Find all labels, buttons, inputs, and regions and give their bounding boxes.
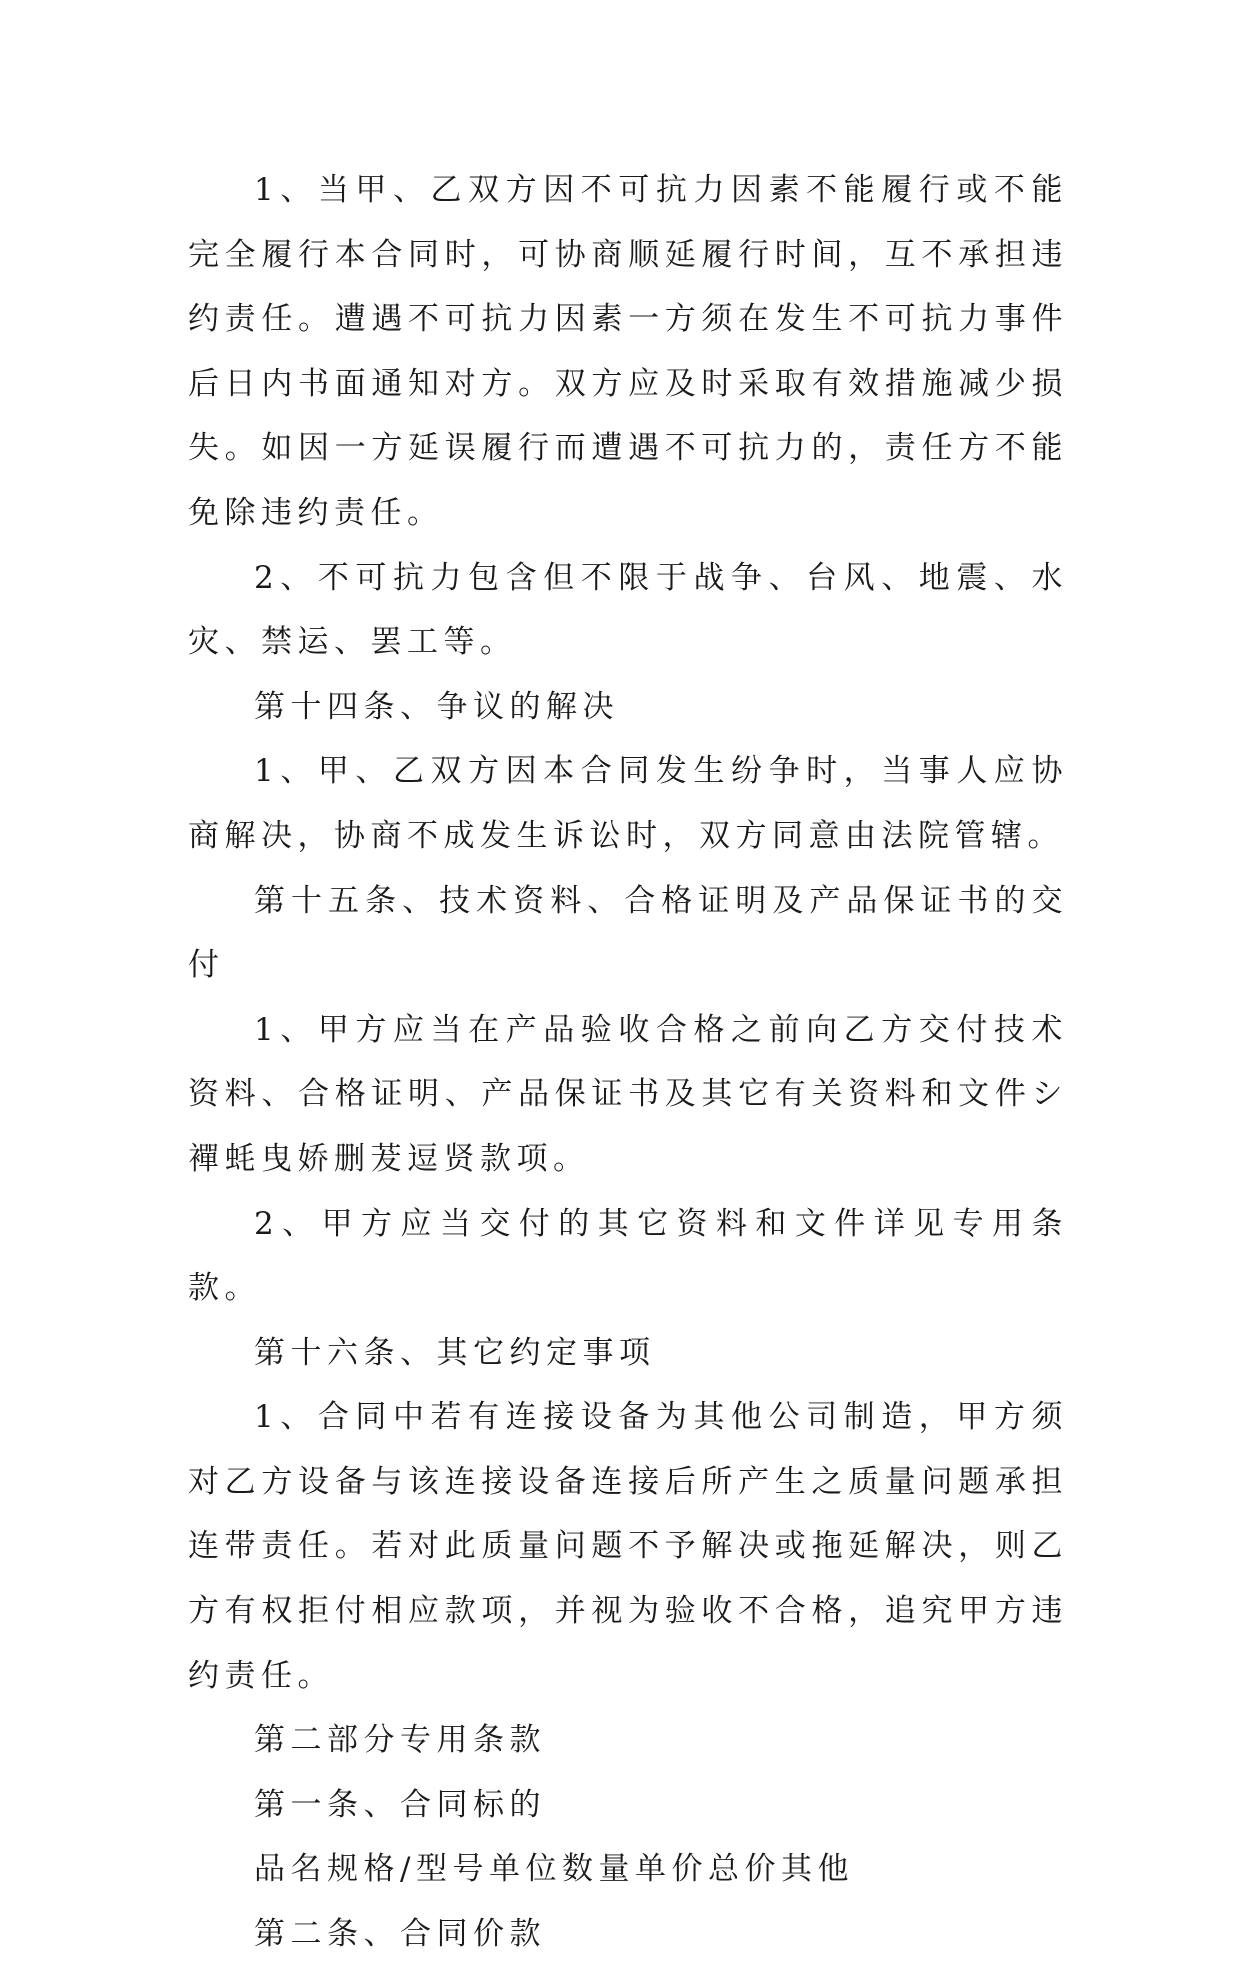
paragraph-item-columns: 品名规格/型号单位数量单价总价其他 <box>254 1851 854 1888</box>
paragraph-other-matters-1: 1、合同中若有连接设备为其他公司制造，甲方须对乙方设备与该连接设备连接后所产生之质量问题承担连带责任。若对此质量问题不予解决或拖延解决，则乙方有权拒付相应款项，并视为验收不合格，追究甲方违约责任。 <box>188 1399 1068 1694</box>
paragraph-force-majeure-2: 2、不可抗力包含但不限于战争、台风、地震、水灾、禁运、罢工等。 <box>188 559 1068 661</box>
heading-special-article-1: 第一条、合同标的 <box>254 1786 546 1823</box>
paragraph-force-majeure-1: 1、当甲、乙双方因不可抗力因素不能履行或不能完全履行本合同时，可协商顺延履行时间，互不承担违约责任。遭遇不可抗力因素一方须在发生不可抗力事件后日内书面通知对方。双方应及时采取有效措施减少损失。如因一方延误履行而遭遇不可抗力的，责任方不能免除违约责任。 <box>188 172 1068 531</box>
heading-article-14: 第十四条、争议的解决 <box>254 688 619 725</box>
heading-special-article-2: 第二条、合同价款 <box>254 1916 546 1953</box>
paragraph-technical-docs-2: 2、甲方应当交付的其它资料和文件详见专用条款。 <box>188 1205 1068 1307</box>
heading-article-16: 第十六条、其它约定事项 <box>254 1334 656 1371</box>
heading-article-15: 第十五条、技术资料、合格证明及产品保证书的交付 <box>188 882 1068 984</box>
paragraph-dispute-1: 1、甲、乙双方因本合同发生纷争时，当事人应协商解决，协商不成发生诉讼时，双方同意由法院管辖。 <box>188 753 1068 854</box>
paragraph-technical-docs-1: 1、甲方应当在产品验收合格之前向乙方交付技术资料、合格证明、产品保证书及其它有关资料和文件シ襌蚝曳娇删茇逗贤款项。 <box>188 1011 1068 1177</box>
heading-part-two: 第二部分专用条款 <box>254 1722 546 1759</box>
document-body <box>188 158 1068 1967</box>
